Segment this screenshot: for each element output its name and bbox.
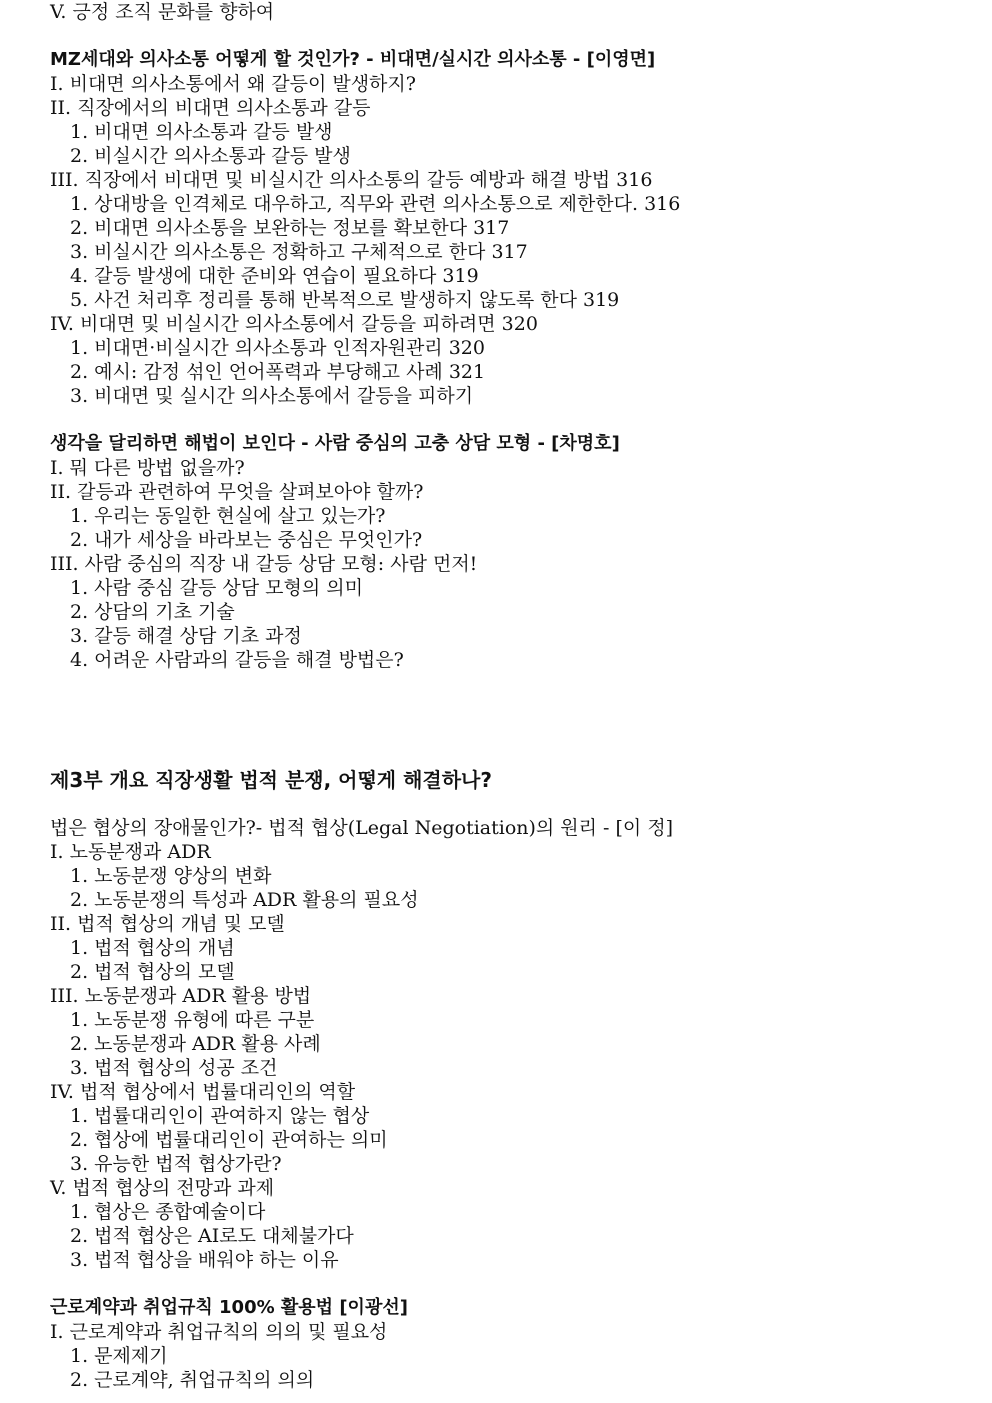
toc-line: 2. 비대면 의사소통을 보완하는 정보를 확보한다 317 [70,217,510,239]
toc-line: II. 직장에서의 비대면 의사소통과 갈등 [50,97,371,119]
toc-line: 1. 협상은 종합예술이다 [70,1201,266,1223]
toc-line: 3. 유능한 법적 협상가란? [70,1153,282,1175]
toc-line: 2. 비실시간 의사소통과 갈등 발생 [70,145,351,167]
toc-line: 3. 법적 협상의 성공 조건 [70,1057,278,1079]
toc-line: 1. 비대면 의사소통과 갈등 발생 [70,121,333,143]
toc-line: I. 근로계약과 취업규칙의 의의 및 필요성 [50,1321,388,1343]
section-title: 생각을 달리하면 해법이 보인다 - 사람 중심의 고충 상담 모형 - [차명호] [50,433,620,454]
section-title: MZ세대와 의사소통 어떻게 할 것인가? - 비대면/실시간 의사소통 - [이영면] [50,49,656,70]
toc-line: 4. 어려운 사람과의 갈등을 해결 방법은? [70,649,404,671]
toc-line: 2. 내가 세상을 바라보는 중심은 무엇인가? [70,529,423,551]
toc-line: I. 비대면 의사소통에서 왜 갈등이 발생하지? [50,73,416,95]
toc-line: 5. 사건 처리후 정리를 통해 반복적으로 발생하지 않도록 한다 319 [70,289,620,311]
toc-line: 1. 문제제기 [70,1345,168,1367]
toc-line: 3. 갈등 해결 상담 기초 과정 [70,625,302,647]
part-title: 제3부 개요 직장생활 법적 분쟁, 어떻게 해결하나? [50,768,492,792]
toc-line: 1. 우리는 동일한 현실에 살고 있는가? [70,505,386,527]
toc-line: 1. 법적 협상의 개념 [70,937,235,959]
toc-line: IV. 비대면 및 비실시간 의사소통에서 갈등을 피하려면 320 [50,313,538,335]
toc-line: 1. 노동분쟁 양상의 변화 [70,865,272,887]
toc-line: V. 법적 협상의 전망과 과제 [50,1177,275,1199]
toc-line: 4. 갈등 발생에 대한 준비와 연습이 필요하다 319 [70,265,479,287]
toc-line: 1. 사람 중심 갈등 상담 모형의 의미 [70,577,363,599]
toc-line: 1. 법률대리인이 관여하지 않는 협상 [70,1105,370,1127]
toc-line: II. 법적 협상의 개념 및 모델 [50,913,285,935]
toc-line: III. 직장에서 비대면 및 비실시간 의사소통의 갈등 예방과 해결 방법 316 [50,169,653,191]
toc-line: V. 긍정 조직 문화를 향하여 [50,1,275,23]
toc-line: 3. 비대면 및 실시간 의사소통에서 갈등을 피하기 [70,385,474,407]
toc-line: III. 노동분쟁과 ADR 활용 방법 [50,985,312,1007]
toc-line: 3. 비실시간 의사소통은 정확하고 구체적으로 한다 317 [70,241,528,263]
toc-line: 2. 협상에 법률대리인이 관여하는 의미 [70,1129,388,1151]
toc-line: I. 뭐 다른 방법 없을까? [50,457,245,479]
toc-line: I. 노동분쟁과 ADR [50,841,211,863]
toc-line: 1. 노동분쟁 유형에 따른 구분 [70,1009,315,1031]
toc-line: 2. 법적 협상의 모델 [70,961,235,983]
toc-line: 2. 노동분쟁의 특성과 ADR 활용의 필요성 [70,889,419,911]
toc-line: 2. 노동분쟁과 ADR 활용 사례 [70,1033,321,1055]
toc-line: 2. 예시: 감정 섞인 언어폭력과 부당해고 사례 321 [70,361,486,383]
section-title: 법은 협상의 장애물인가?- 법적 협상(Legal Negotiation)의 원리 - [이 정] [50,817,674,839]
toc-line: 1. 비대면·비실시간 의사소통과 인적자원관리 320 [70,337,485,359]
toc-line: 1. 상대방을 인격체로 대우하고, 직무와 관련 의사소통으로 제한한다. 316 [70,193,681,215]
toc-line: 2. 근로계약, 취업규칙의 의의 [70,1369,315,1391]
toc-line: 2. 법적 협상은 AI로도 대체불가다 [70,1225,354,1247]
toc-line: IV. 법적 협상에서 법률대리인의 역할 [50,1081,356,1103]
toc-line: 2. 상담의 기초 기술 [70,601,235,623]
toc-line: III. 사람 중심의 직장 내 갈등 상담 모형: 사람 먼저! [50,553,478,575]
toc-line: 3. 법적 협상을 배워야 하는 이유 [70,1249,339,1271]
section-title: 근로계약과 취업규칙 100% 활용법 [이광선] [50,1297,408,1318]
toc-line: II. 갈등과 관련하여 무엇을 살펴보아야 할까? [50,481,424,503]
